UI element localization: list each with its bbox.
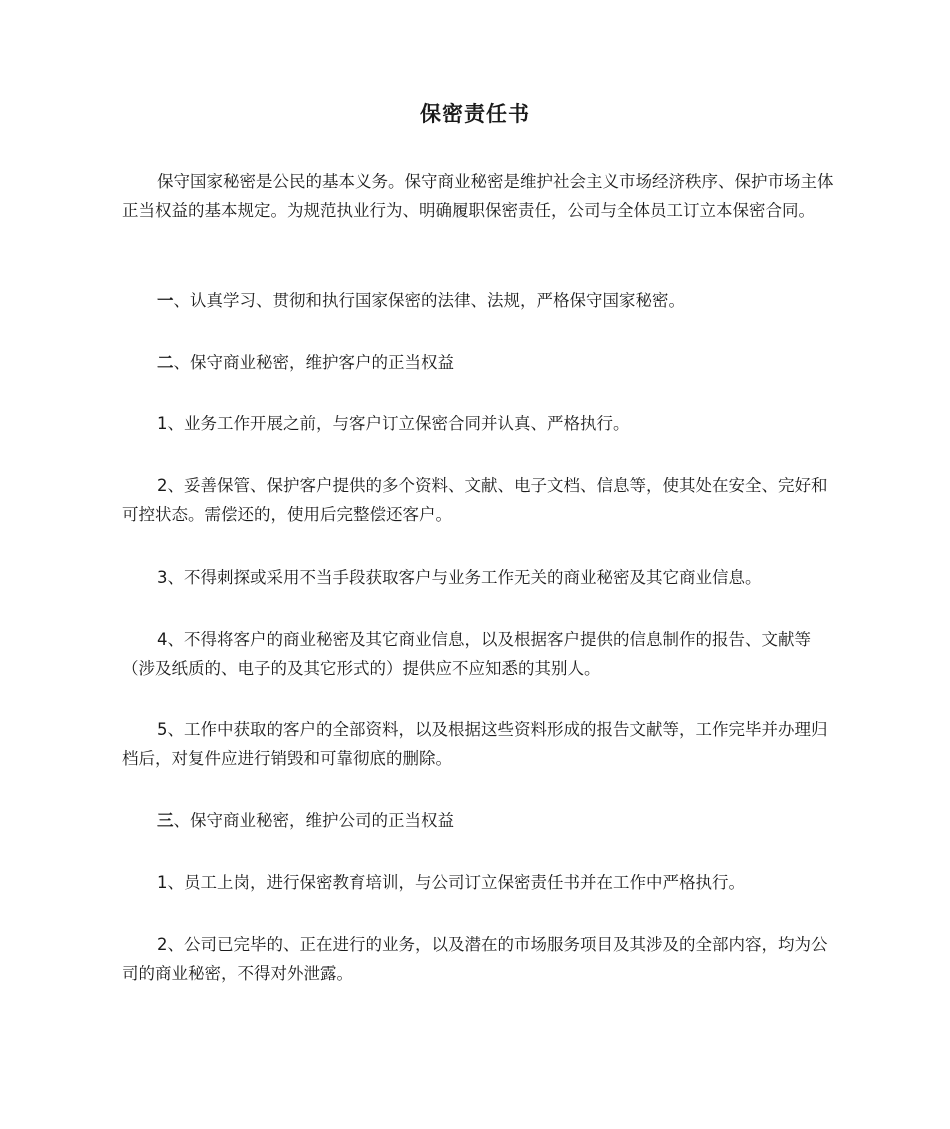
section-3-item-2: 2、公司已完毕的、正在进行的业务，以及潜在的市场服务项目及其涉及的全部内容，均为公司的商业秘密，不得对外泄露。 [122, 935, 828, 983]
section-1-heading [122, 286, 838, 315]
section-1-text: 、认真学习、贯彻和执行国家保密的法律、法规，严格保守国家秘密。 [173, 291, 685, 310]
section-3-number: 三 [157, 811, 174, 830]
section-2-heading [122, 348, 838, 377]
section-3-text: 、保守商业秘密，维护公司的正当权益 [173, 811, 454, 830]
section-2-item-3: 3、不得刺探或采用不当手段获取客户与业务工作无关的商业秘密及其它商业信息。 [157, 568, 762, 587]
section-1-number: 一 [157, 291, 174, 310]
section-2-item-5: 5、工作中获取的客户的全部资料，以及根据这些资料形成的报告文献等，工作完毕并办理归档后，对复件应进行销毁和可靠彻底的删除。 [122, 720, 828, 768]
section-2-item-4: 4、不得将客户的商业秘密及其它商业信息，以及根据客户提供的信息制作的报告、文献等（涉及纸质的、电子的及其它形式的）提供应不应知悉的其别人。 [122, 630, 811, 678]
section-3-item-1: 1、员工上岗，进行保密教育培训，与公司订立保密责任书并在工作中严格执行。 [157, 873, 745, 892]
document-title: 保密责任书 [420, 102, 530, 126]
section-3-heading [122, 806, 838, 835]
section-2-item-2: 2、妥善保管、保护客户提供的多个资料、文献、电子文档、信息等，使其处在安全、完好和可控状态。需偿还的，使用后完整偿还客户。 [122, 476, 828, 524]
section-2-text: 、保守商业秘密，维护客户的正当权益 [173, 353, 454, 372]
section-2-item-1: 1、业务工作开展之前，与客户订立保密合同并认真、严格执行。 [157, 414, 630, 433]
intro-paragraph: 保守国家秘密是公民的基本义务。保守商业秘密是维护社会主义市场经济秩序、保护市场主体正当权益的基本规定。为规范执业行为、明确履职保密责任，公司与全体员工订立本保密合同。 [122, 172, 834, 220]
section-2-number: 二 [157, 353, 174, 372]
